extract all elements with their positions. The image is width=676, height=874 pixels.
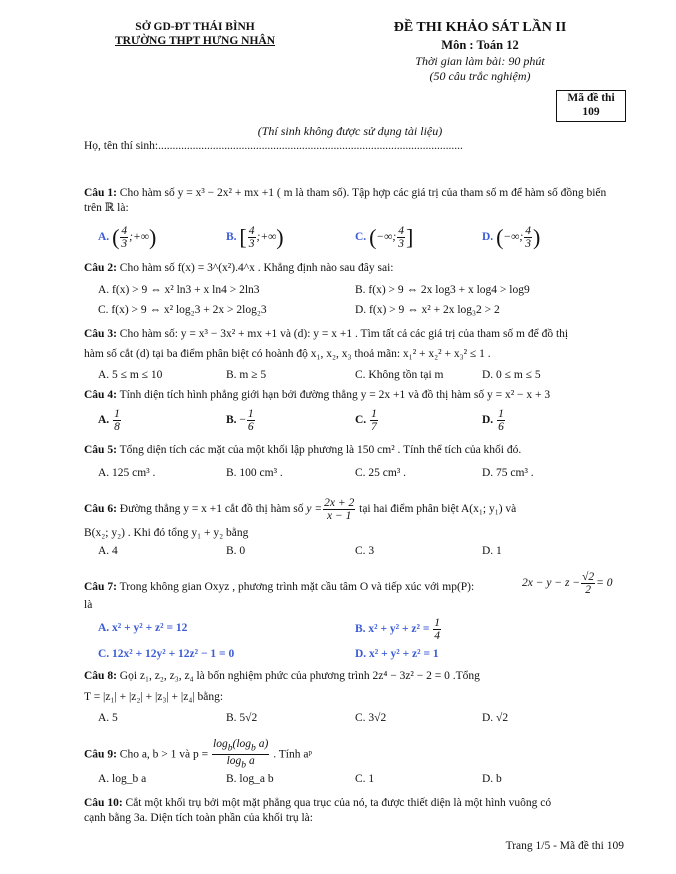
question-8-line-2: T = |z₁| + |z₂| + |z₃| + |z₄| bằng: [84,691,224,703]
q8-option-a[interactable]: A. 5 [98,712,118,724]
exam-question-count: (50 câu trắc nghiệm) [429,69,531,83]
exam-subject: Môn : Toán 12 [441,38,519,52]
question-2-text: Cho hàm số f(x) = 3^(x²).4^x . Khẳng định nào sau đây sai: [119,262,394,274]
q2-option-b[interactable]: B. f(x) > 9 ⇔ 2x log3 + x log4 > log9 [355,284,530,296]
q1-option-b[interactable]: B. [ $\frac{4}{3}$ ;+∞) [226,224,284,250]
q6-option-b[interactable]: B. 0 [226,545,246,557]
question-10: Câu 10: Cắt một khối trụ bởi một mặt phẳng qua trục của nó, ta được thiết diện là một hình vuông có [84,797,552,809]
department: SỞ GD-ĐT THÁI BÌNH [135,21,255,33]
q4-option-c[interactable]: C. $\frac{1}{7}$ [355,408,377,433]
school-name: TRƯỜNG THPT HƯNG NHÂN [114,35,276,47]
q5-option-c[interactable]: C. 25 cm³ . [355,467,407,479]
q9-option-d[interactable]: D. b [482,773,502,785]
question-1: Câu 1: Cho hàm số y = x³ − 2x² + mx +1 ( m là tham số). Tập hợp các giá trị của tham số m để hàm số đồng biến trên ℝ là: [84,187,607,214]
q5-option-d[interactable]: D. 75 cm³ . [482,467,534,479]
question-5: Câu 5: Tổng diện tích các mặt của một khối lập phương là 150 cm² . Tính thể tích của khối đó. [84,444,522,456]
question-10-line-2: cạnh bằng 3a. Diện tích toàn phần của khối trụ là: [84,812,313,824]
question-7-line-2: là [84,599,93,611]
q1-option-d[interactable]: D. (−∞; $\frac{4}{3}$ ) [482,224,541,250]
question-3-line-2: hàm số cắt (d) tại ba điểm phân biệt có hoành độ x₁, x₂, x₃ thoả mãn: x₁² + x₂² + x₃² ≤ 1 . [84,348,491,360]
q5-option-a[interactable]: A. 125 cm³ . [98,467,156,479]
question-4-text: Tính diện tích hình phẳng giới hạn bởi đường thẳng y = 2x +1 và đồ thị hàm số y = x² − x + 3 [119,389,551,401]
question-2: Câu 2: Cho hàm số f(x) = 3^(x²).4^x . Khẳng định nào sau đây sai: [84,262,394,274]
page-footer: Trang 1/5 - Mã đề thi 109 [505,840,624,852]
exam-code-box [556,90,626,122]
q4-option-d[interactable]: D. $\frac{1}{6}$ [482,408,504,433]
exam-code-label: Mã đề thi [567,92,615,104]
q3-option-d[interactable]: D. 0 ≤ m ≤ 5 [482,369,541,381]
q1-option-a[interactable]: A. ( $\frac{4}{3}$ ;+∞) [98,224,157,250]
q8-option-d[interactable]: D. √2 [482,712,509,724]
q9-option-c[interactable]: C. 1 [355,773,375,785]
q7-option-c[interactable]: C. 12x² + 12y² + 12z² − 1 = 0 [98,648,235,660]
question-9: Câu 9: Cho a, b > 1 và p = $\frac{\log_b(\log_b a)}{\log_b a}$ . Tính aᵖ [84,738,313,771]
q2-option-c[interactable]: C. f(x) > 9 ⇔ x² log₂3 + 2x > 2log₂3 [98,304,267,316]
question-8: Câu 8: Gọi z₁, z₂, z₃, z₄ là bốn nghiệm phức của phương trình 2z⁴ − 3z² − 2 = 0 .Tổng [84,670,480,682]
q6-option-d[interactable]: D. 1 [482,545,502,557]
q2-option-a[interactable]: A. f(x) > 9 ⇔ x² ln3 + x ln4 > 2ln3 [98,284,260,296]
q8-option-b[interactable]: B. 5√2 [226,712,258,724]
q3-option-b[interactable]: B. m ≥ 5 [226,369,267,381]
q7-option-b[interactable]: B. x² + y² + z² = $\frac{1}{4}$ [355,617,441,642]
q8-option-c[interactable]: C. 3√2 [355,712,387,724]
q5-option-b[interactable]: B. 100 cm³ . [226,467,283,479]
q7-option-a[interactable]: A. x² + y² + z² = 12 [98,622,188,634]
q3-option-c[interactable]: C. Không tồn tại m [355,369,444,381]
q6-option-c[interactable]: C. 3 [355,545,375,557]
exam-code: 109 [582,106,600,118]
q9-option-a[interactable]: A. log_b a [98,773,147,785]
question-3-text: Cho hàm số: y = x³ − 3x² + mx +1 và (d): y = x +1 . Tìm tất cả các giá trị của tham số m để đồ thị [119,328,569,340]
q7-option-d[interactable]: D. x² + y² + z² = 1 [355,648,439,660]
question-5-text: Tổng diện tích các mặt của một khối lập phương là 150 cm² . Tính thể tích của khối đó. [119,444,522,456]
q7-plane-equation: 2x − y − z − $\frac{√2}{2}$ = 0 [522,571,613,596]
question-6: Câu 6: Đường thẳng y = x +1 cắt đồ thị hàm số y = $\frac{2x + 2}{x - 1}$ tại hai điểm phân biệt A(x₁; y₁) và [84,497,517,522]
candidate-name-field[interactable]: Họ, tên thí sinh:.......................................................................................................... [84,140,463,152]
exam-title: ĐỀ THI KHẢO SÁT LẦN II [393,20,567,35]
question-6-line-2: B(x₂; y₂) . Khi đó tổng y₁ + y₂ bằng [84,527,249,539]
q4-option-b[interactable]: B. − $\frac{1}{6}$ [226,408,254,433]
q9-option-b[interactable]: B. log_a b [226,773,274,785]
question-4: Câu 4: Tính diện tích hình phẳng giới hạn bởi đường thẳng y = 2x +1 và đồ thị hàm số y = x² − x + 3 [84,389,551,401]
question-3: Câu 3: Cho hàm số: y = x³ − 3x² + mx +1 và (d): y = x +1 . Tìm tất cả các giá trị của tham số m để đồ thị [84,328,569,340]
notice: (Thí sinh không được sử dụng tài liệu) [257,124,443,138]
question-7: Câu 7: Trong không gian Oxyz , phương trình mặt cầu tâm O và tiếp xúc với mp(P): [84,581,475,593]
q2-option-d[interactable]: D. f(x) > 9 ⇔ x² + 2x log₃2 > 2 [355,304,500,316]
q6-option-a[interactable]: A. 4 [98,545,118,557]
q3-option-a[interactable]: A. 5 ≤ m ≤ 10 [98,369,163,381]
q4-option-a[interactable]: A. $\frac{1}{8}$ [98,408,120,433]
q1-option-c[interactable]: C. (−∞; $\frac{4}{3}$ ] [355,224,414,250]
question-1-text: Cho hàm số y = x³ − 2x² + mx +1 ( m là tham số). Tập hợp các giá trị của tham số m để hàm số đồng biến trên ℝ là: [84,187,607,214]
exam-time: Thời gian làm bài: 90 phút [415,54,545,68]
